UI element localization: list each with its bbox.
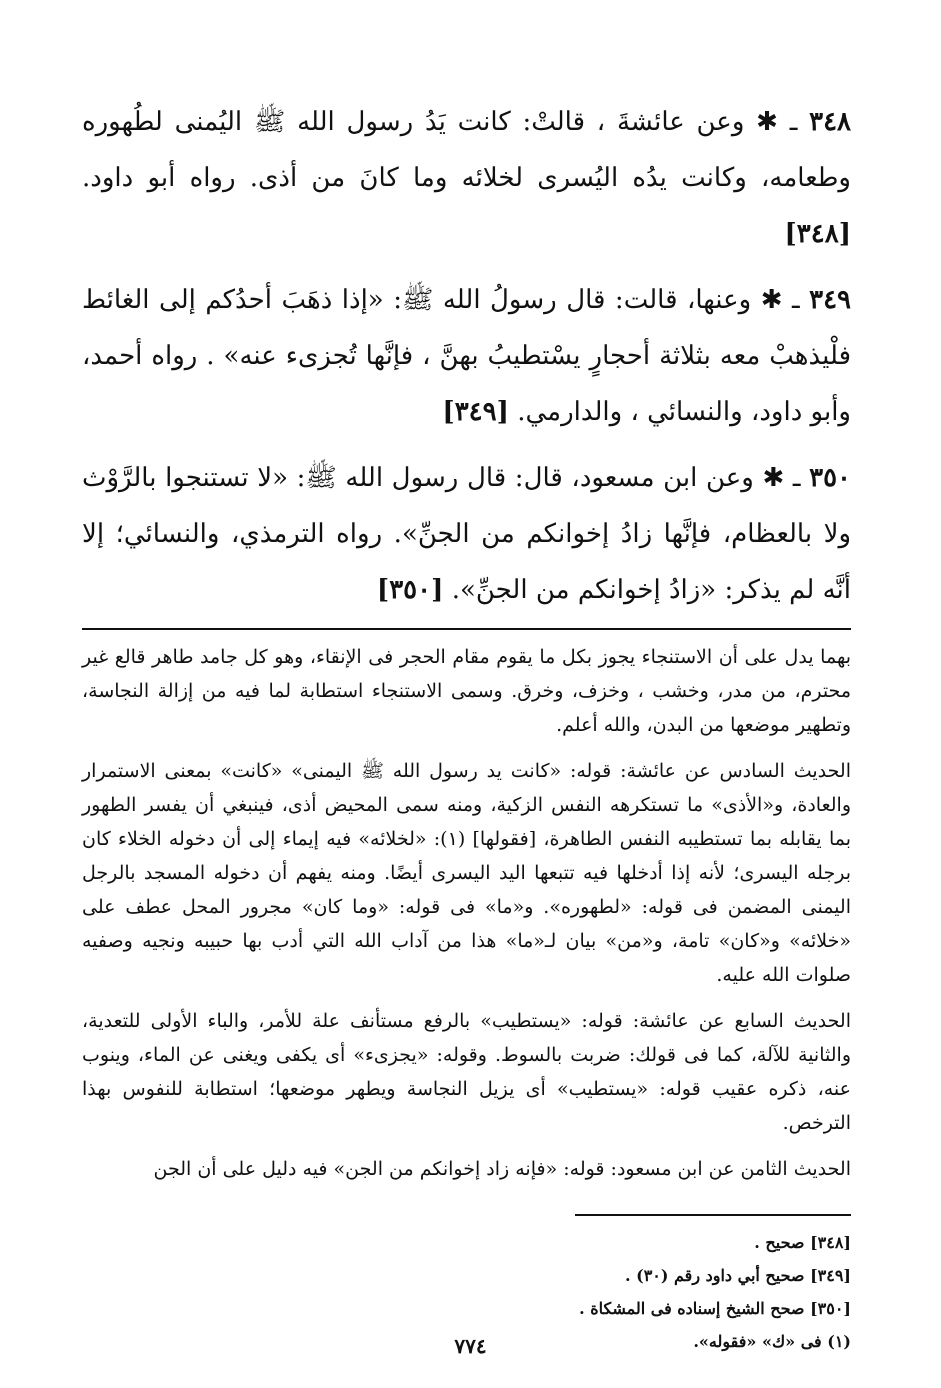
hadith-number: ٣٤٨ [809,107,852,137]
footnote-item: (١) فى «ك» «فقوله». [693,1332,851,1351]
footnote-item: [٣٥٠] صحح الشيخ إسناده فى المشكاة . [579,1299,851,1318]
hadith-350 [82,450,851,618]
hadith-349 [82,272,851,440]
hadith-reference: [٣٥٠] [376,575,444,605]
commentary-paragraph: الحديث السادس عن عائشة: قوله: «كانت يد رسول الله ﷺ اليمنى» «كانت» بمعنى الاستمرار والعادة، و«الأذى» ما تستكرهه النفس الزكية، ومنه سمى المحيض أذى، فينبغي أن يفسر الطهور بما يقابله بما تستطيبه النفس الطاهرة، [فقولها] (١): «لخلائه» فيه إيماء إلى أن دخوله الخلاء كان برجله اليسرى؛ لأنه إذا أدخلها فيه تتبعها اليد اليسرى أيضًا. ومنه يفهم أن دخوله المسجد بالرجل اليمنى المضمن فى قوله: «لطهوره». و«ما» فى قوله: «وما كان» مجرور المحل عطف على «خلائه» و«كان» تامة، و«من» بيان لـ«ما» هذا من آداب الله التي أدب بها حبيبه ونجيه وصفيه صلوات الله عليه. [82,760,851,986]
hadith-text: وعن ابن مسعود، قال: قال رسول الله ﷺ: «لا تستنجوا بالرَّوْث ولا بالعظام، فإنَّها زادُ إخوانكم من الجنِّ». رواه الترمذي، والنسائي؛ إلا أنَّه لم يذكر: «زادُ إخوانكم من الجنِّ». [82,463,851,605]
hadith-separator: ـ ✱ [753,463,801,493]
commentary-paragraph: الحديث السابع عن عائشة: قوله: «يستطيب» بالرفع مستأنف علة للأمر، والباء الأولى للتعدية، والثانية للآلة، كما فى قولك: ضربت بالسوط. وقوله: «يجزىء» أى يكفى ويغنى عن الماء، وينوب عنه، ذكره عقيب قوله: «يستطيب» أى يزيل النجاسة ويطهر موضعها؛ استطابة للنفوس بهذا الترخص. [82,1010,851,1134]
hadith-reference: [٣٤٩] [442,397,509,427]
hadith-separator: ـ ✱ [744,107,798,137]
commentary-paragraph: بهما يدل على أن الاستنجاء يجوز بكل ما يقوم مقام الحجر فى الإنقاء، وهو كل جامد طاهر قالع غير محترم، من مدر، وخشب ، وخزف، وخرق. وسمى الاستنجاء استطابة لما فيه من إزالة النجاسة، وتطهير موضعها من البدن، والله أعلم. [82,646,851,736]
hadith-separator: ـ ✱ [751,285,800,315]
footnote-divider [575,1214,851,1216]
hadith-348 [82,94,851,262]
hadith-number: ٣٥٠ [809,463,852,493]
page-number: ٧٧٤ [454,1334,487,1358]
commentary-paragraph: الحديث الثامن عن ابن مسعود: قوله: «فإنه زاد إخوانكم من الجن» فيه دليل على أن الجن [153,1158,851,1180]
hadith-text: وعن عائشةَ ، قالتْ: كانت يَدُ رسول الله ﷺ اليُمنى لطُهوره وطعامه، وكانت يدُه اليُسرى لخلائه وما كانَ من أذى. رواه أبو داود. [82,107,851,193]
footnote-item: [٣٤٨] صحيح . [754,1233,851,1252]
hadith-reference: [٣٤٨] [784,219,851,249]
hadith-number: ٣٤٩ [809,285,852,315]
commentary [82,640,851,1186]
hadith-list [82,94,851,618]
hadith-text: وعنها، قالت: قال رسولُ الله ﷺ: «إذا ذهَبَ أحدُكم إلى الغائط فلْيذهبْ معه بثلاثة أحجارٍ يسْتطيبُ بهنَّ ، فإنَّها تُجزىء عنه» . رواه أحمد، وأبو داود، والنسائي ، والدارمي. [82,285,851,427]
footnote-item: [٣٤٩] صحيح أبي داود رقم (٣٠) . [624,1266,851,1285]
section-divider [82,628,851,630]
